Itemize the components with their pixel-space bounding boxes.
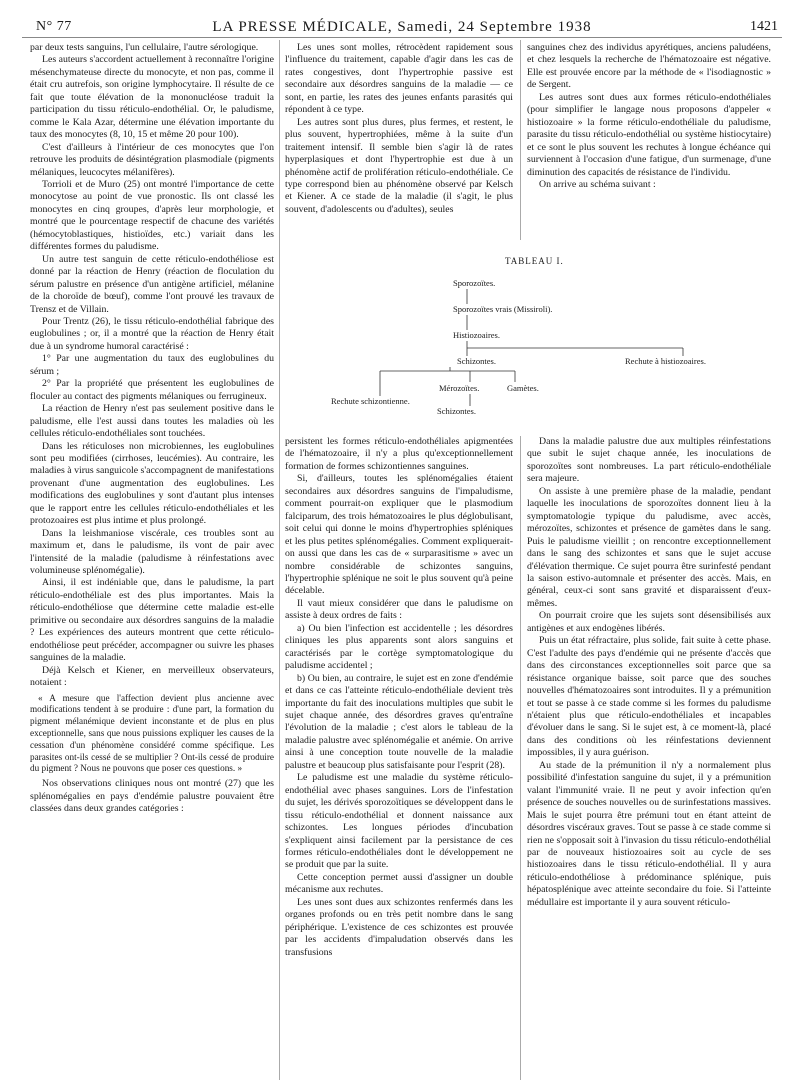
- paragraph: Nos observations cliniques nous ont montré (27) que les splénomégalies en pays d'endémie palustre pouvaient être classées dans deux grandes catégories :: [30, 778, 274, 815]
- node-sporozoites: Sporozoïtes.: [453, 278, 496, 288]
- paragraph: Un autre test sanguin de cette réticulo-endothéliose est donné par la réaction de Henry (réaction de floculation du sérum palustre en présence d'un antigène artificiel, mélanine de la choroïde de bœuf), comme l'ont prouvé les travaux de Trensz et de Villain.: [30, 253, 274, 315]
- paragraph: Les unes sont dues aux schizontes renfermés dans les organes profonds ou en très petit nombre dans le sang périphérique. L'existence de ces schizontes est prouvée par les accidents d'impaludation observés dans les transfusions: [285, 896, 513, 958]
- paragraph: Le paludisme est une maladie du système réticulo-endothélial avec phases sanguines. Lors de l'infestation du sujet, les dérivés sporozoïtiques se développent dans le tissu réticulo-endothélial et donnent naissance aux schizontes. Les longues périodes d'incubation s'expliquent ainsi facilement par la persistance de ces formes réticulo-endothéliales dont le développement ne se produit que par la suite.: [285, 772, 513, 871]
- lifecycle-diagram-svg: [285, 248, 771, 436]
- paragraph: On pourrait croire que les sujets sont désensibilisés aux antigènes et aux endogènes libérés.: [527, 610, 771, 634]
- node-histiozoaires: Histiozoaires.: [453, 330, 500, 340]
- paragraph: 2° Par la propriété que présentent les euglobulines de floculer au contact des pigments mélaniques ou ferrugineux.: [30, 378, 274, 402]
- node-schizontes-2: Schizontes.: [437, 406, 476, 416]
- paragraph: Les unes sont molles, rétrocèdent rapidement sous l'influence du traitement, capable d'agir dans les cas de rates congestives, dont l'hypertrophie passive est secondaire aux désordres sanguins de la maladie — ce sont, en partie, les rates des jeunes enfants parasités qui répondent à ce type.: [285, 42, 513, 116]
- paragraph: Les autres sont dues aux formes réticulo-endothéliales (pour simplifier le langage nous proposons d'appeler « histiozoaire » la forme réticulo-endothéliale du paludisme, parasite du tissu réticulo-endothélial ou système histiocytaire) et ce sont le plus souvent les rechutes à longue échéance qui surviennent à l'occasion d'une fatigue, d'un surmenage, d'une diminution des capacités de résistance de l'individu.: [527, 91, 771, 178]
- paragraph: Dans la leishmaniose viscérale, ces troubles sont au maximum et, dans le paludisme, ils vont de pair avec l'intensité de la maladie (paludisme à réinfestations avec volumineuse splénomégalie).: [30, 527, 274, 577]
- text-column-5: [527, 436, 771, 1082]
- paragraph: On assiste à une première phase de la maladie, pendant laquelle les inoculations de sporozoïtes donnent lieu à la symptomatologie typique du paludisme, avec accès, mérozoïtes, schizontes et présence de gamètes dans le sang. Puis le paludisme vieillit ; on rencontre exceptionnellement dans le sang des schizontes et sans que le sujet accuse d'élévation thermique. Ce sujet pourra être surinfesté pendant la saison estivo-automnale et présenter des accès. Mais, en général, ceux-ci sont sans gravité et disparaissent d'eux-mêmes.: [527, 485, 771, 609]
- column-rule: [279, 40, 280, 1080]
- paragraph: C'est d'ailleurs à l'intérieur de ces monocytes que l'on retrouve les produits de désintégration plasmodiale (pigments mélaniques, leucocytes mélanifères).: [30, 141, 274, 178]
- paragraph: Cette conception permet aussi d'assigner un double mécanisme aux rechutes.: [285, 871, 513, 896]
- page-header: [22, 17, 782, 38]
- paragraph: La réaction de Henry n'est pas seulement positive dans le paludisme, elle l'est aussi dans toutes les maladies où les cellules réticulo-endothéliales sont touchées.: [30, 403, 274, 440]
- node-merozoites: Mérozoïtes.: [439, 383, 480, 393]
- tableau-diagram: [285, 248, 771, 436]
- text-column-2: [285, 42, 513, 242]
- paragraph: Il vaut mieux considérer que dans le paludisme on assiste à deux ordres de faits :: [285, 597, 513, 622]
- paragraph: Puis un état réfractaire, plus solide, fait suite à cette phase. C'est l'adulte des pays d'endémie qui ne présente d'accès que dans des circonstances exceptionnelles soit parce que sa résistance organique baisse, soit parce que des souches nouvelles d'hématozoaires sont introduites. Il y a prémunition et tout se passe à ce stade comme si les formes du paludisme n'étaient plus que réticulo-endothéliales et incapables d'évoluer dans le sang. Si le sujet est, à ce moment-là, placé dans des conditions où les réinfestations deviennent impossibles, il y aura guérison.: [527, 635, 771, 759]
- paragraph: par deux tests sanguins, l'un cellulaire, l'autre sérologique.: [30, 42, 259, 53]
- paragraph: Les auteurs s'accordent actuellement à reconnaître l'origine mésenchymateuse directe du monocyte, et non pas, comme il était cru autrefois, son origine lymphocytaire. Il résulte de ce fait que toute élévation de la mononucléose traduit la participation du tissu réticulo-endothélial. Or, le paludisme, comme le Kala Azar, détermine une élévation importante du taux des monocytes (8, 10, 15 et même 20 pour 100).: [30, 54, 274, 141]
- issue-number: N° 77: [36, 19, 72, 34]
- journal-title: LA PRESSE MÉDICALE, Samedi, 24 Septembre 1938: [212, 19, 592, 35]
- paragraph: Dans la maladie palustre due aux multiples réinfestations que subit le sujet chaque année, les inoculations de sporozoïtes sont nombreuses. La part réticulo-endothéliale sera majeure.: [527, 436, 771, 485]
- node-sporozoites-vrais: Sporozoïtes vrais (Missiroli).: [453, 304, 553, 314]
- paragraph: Si, d'ailleurs, toutes les splénomégalies étaient secondaires aux désordres sanguins de l'impaludisme, comment pourrait-on expliquer que le plasmodium falciparum, des trois hématozoaires le plus déglobulisant, soit celui qui donne le moins d'hypertrophies spléniques et les plus petites splénomégalies. Comment expliquerait-on aussi que dans les cas de « surparasitisme » avec un nombre considérable de schizontes sanguins, l'hypertrophie splénique ne soit le plus souvent qu'à peine décelable.: [285, 473, 513, 597]
- paragraph: persistent les formes réticulo-endothéliales apigmentées de l'hématozoaire, il n'y a plus qu'exceptionnellement formation de formes schizontiennes sanguines.: [285, 436, 513, 472]
- text-column-1: [30, 42, 274, 1082]
- column-rule: [520, 40, 521, 240]
- node-rechute-histiozoaires: Rechute à histiozoaires.: [625, 356, 706, 366]
- paragraph: Déjà Kelsch et Kiener, en merveilleux observateurs, notaient :: [30, 664, 274, 689]
- paragraph: 1° Par une augmentation du taux des euglobulines du sérum ;: [30, 353, 274, 377]
- column-rule: [520, 436, 521, 1080]
- text-column-4: [285, 436, 513, 1082]
- paragraph: Pour Trentz (26), le tissu réticulo-endothélial fabrique des euglobulines ; or, il a montré que la réaction de Henry était due à un syndrome humoral caractérisé :: [30, 315, 274, 352]
- paragraph: a) Ou bien l'infection est accidentelle ; les désordres cliniques les plus apparents sont alors sanguins et caractérisés par le cortège symptomatologique du paludisme accidentel ;: [285, 622, 513, 672]
- page-number: 1421: [750, 19, 778, 34]
- paragraph: Au stade de la prémunition il n'y a normalement plus possibilité d'infestation sanguine du sujet, il y a prémunition valant l'immunité vraie. Il ne peut y avoir infection qu'en présence de souches nouvelles ou de surinfestations massives. Mais le sujet pourra être prémuni tout en étant atteint de désordres viscéraux graves. Tout se passe à ce stade comme si rien ne s'opposait soit à l'invasion du tissu réticulo-endothélial par de nouveaux histiozoaires soit au cycle de ses histiozoaires dans le tissu réticulo-endothélial. Il y aura réticulo-endothéliose à prédominance splénique, puis hépatosplénique avec atteinte secondaire du foie. Si l'atteinte médullaire est importante il y aura souvent réticulo-: [527, 759, 771, 908]
- paragraph: « A mesure que l'affection devient plus ancienne avec modifications tendent à se produire : d'une part, la formation du pigment mélanémique devient inconstante et de plus en plus exceptionnelle, sans que nous puissions expliquer les causes de la cessation d'un phénomène considéré comme spécifique. Les parasites ont-ils cessé de se multiplier ? Ont-ils cessé de produire du pigment ? Nous ne pouvons que poser ces questions. »: [30, 692, 274, 774]
- paragraph: Les autres sont plus dures, plus fermes, et restent, le plus souvent, hypertrophiées, même à la suite d'un traitement intensif. Il semble bien s'agir là de rates hyperplasiques et dont l'hypertrophie est due à un phénomène actif de prolifération réticulo-endothéliale. Ce type correspond bien au phénomène observé par Kelsch et Kiener. A ce stade de la maladie (il s'agit, le plus souvent, d'adolescents ou d'adultes), seules: [285, 116, 513, 215]
- node-gametes: Gamètes.: [507, 383, 539, 393]
- paragraph: On arrive au schéma suivant :: [539, 178, 656, 190]
- diagram-title: TABLEAU I.: [505, 256, 564, 266]
- node-rechute-schizontienne: Rechute schizontienne.: [331, 396, 410, 406]
- paragraph: Ainsi, il est indéniable que, dans le paludisme, la part réticulo-endothéliale est des plus importantes. Mais la réticulo-endothéliose que détermine cette maladie est-elle primitive ou secondaire aux désordres sanguins de la maladie ? Les expériences des auteurs montrent que cette réticulo-endothéliose peut précéder, accompagner ou suivre les phases sanguines de la maladie.: [30, 577, 274, 664]
- paragraph: sanguines chez des individus apyrétiques, anciens paludéens, et chez lesquels la recherche de l'hématozoaire est négative. Elle est prouvée encore par la méthode de « l'isodiagnostic » de Sergent.: [527, 42, 771, 91]
- text-column-3: [527, 42, 771, 242]
- node-schizontes: Schizontes.: [457, 356, 496, 366]
- paragraph: b) Ou bien, au contraire, le sujet est en zone d'endémie et dans ce cas l'atteinte réticulo-endothéliale devient très importante du fait des inoculations multiples que subit le sujet chaque année, des désordres graves qu'entraîne l'évolution de la maladie ; c'est alors le tableau de la maladie palustre avec splénomégalie et anémie. On arrive ainsi à une conception toute nouvelle de la maladie palustre et beaucoup plus satisfaisante pour l'esprit (28).: [285, 672, 513, 771]
- paragraph: Dans les réticuloses non microbiennes, les euglobulines sont peu modifiées (cirrhoses, leucémies). Au contraire, les maladies à virus sanguicole s'accompagnent de manifestations provenant d'une augmentation des euglobulines. Les modifications des euglobulines y sont d'autant plus intenses que le rapport entre les cellules réticulo-endothéliales et les protozoaires est plus intime et plus prolongé.: [30, 440, 274, 527]
- paragraph: Torrioli et de Muro (25) ont montré l'importance de cette monocytose au point de vue pronostic. Ils ont classé les monocytes en cinq groupes, d'après leur morphologie, et montré que le pourcentage respectif de chacune des variétés (hémocytoblastiques, histioïdes, etc.) variait dans les différentes formes du paludisme.: [30, 178, 274, 253]
